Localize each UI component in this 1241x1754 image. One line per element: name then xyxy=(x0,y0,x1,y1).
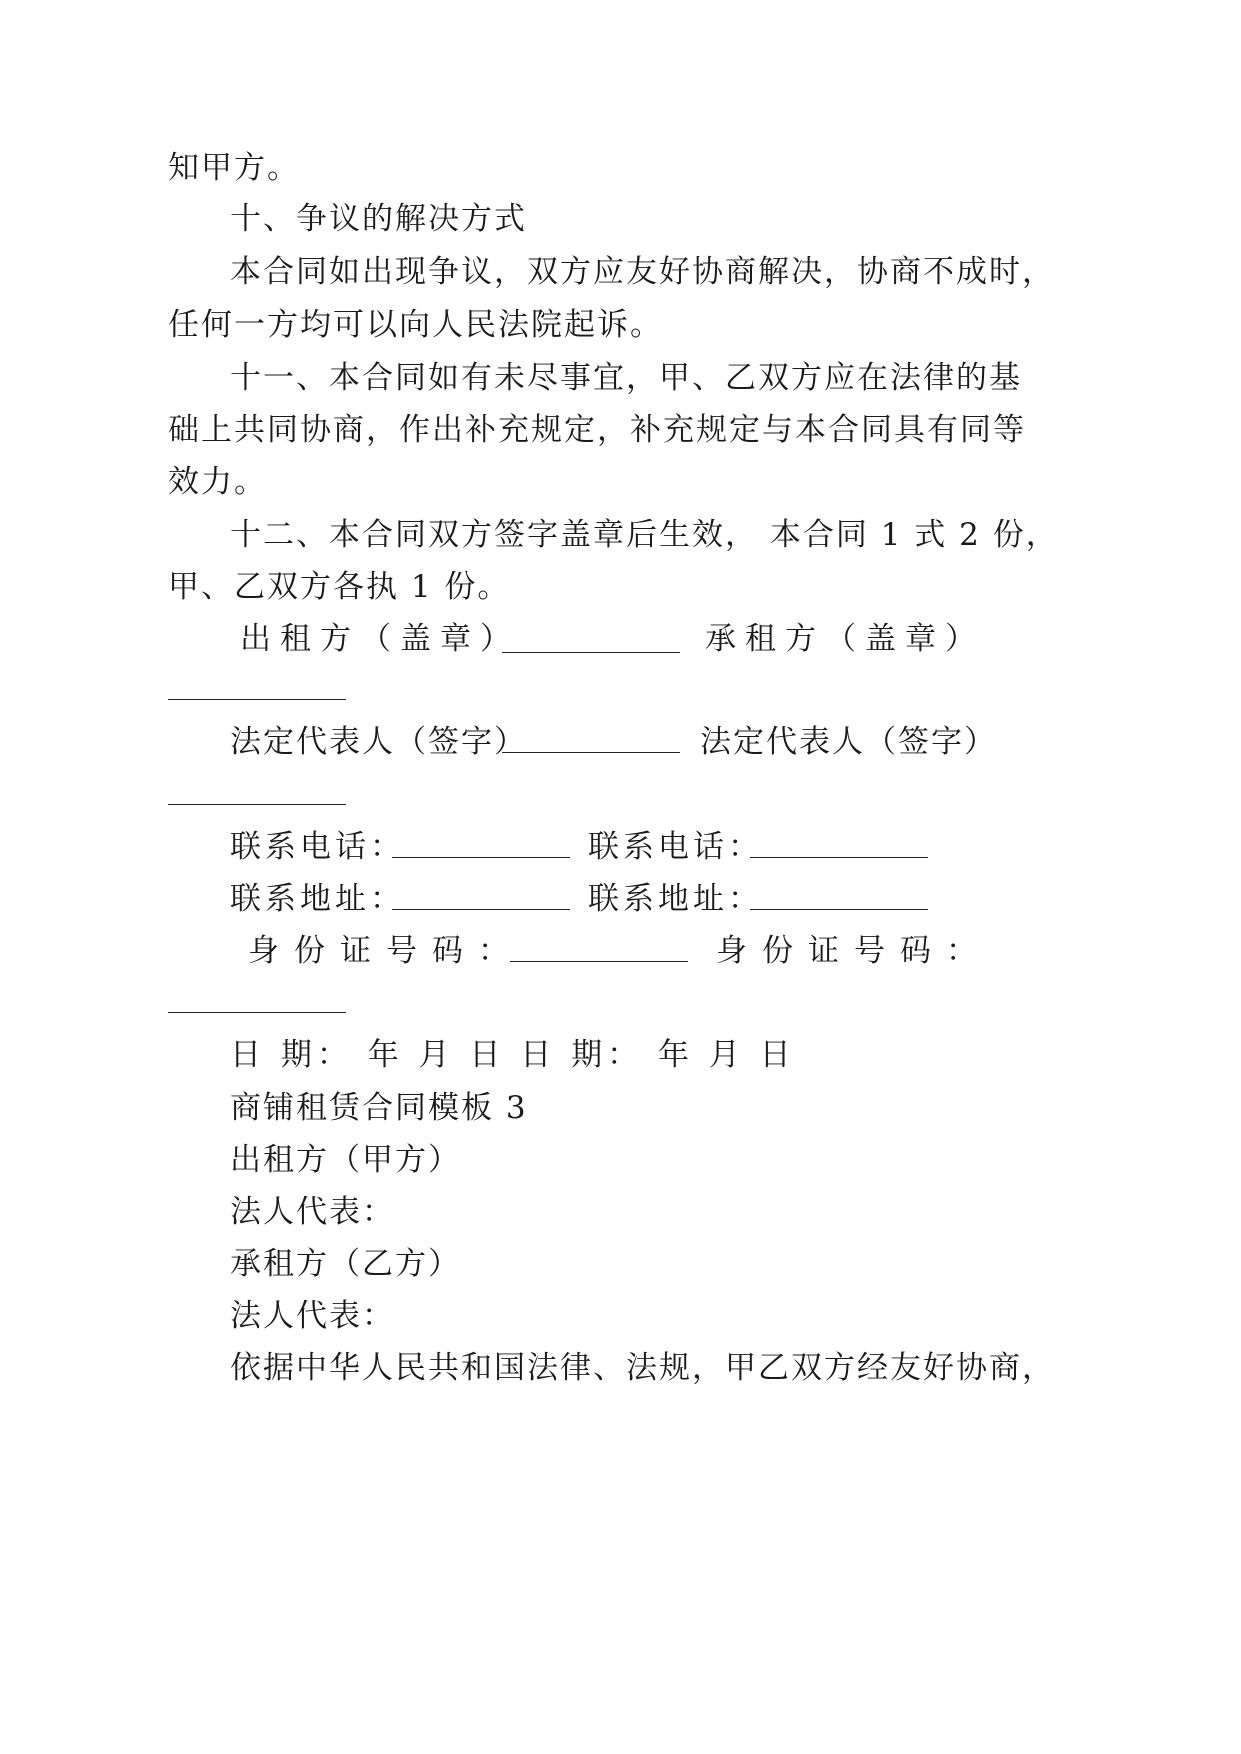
legal-rep-label: 法人代表： xyxy=(230,1298,395,1334)
paragraph-line: 任何一方均可以向人民法院起诉。 xyxy=(168,307,663,343)
address-blank xyxy=(392,909,570,910)
legal-rep-sign-label: 法定代表人（签字） xyxy=(230,724,527,760)
phone-blank xyxy=(392,857,570,858)
lessor-party-a: 出租方（甲方） xyxy=(230,1142,461,1178)
paragraph-line: 本合同如出现争议，双方应友好协商解决，协商不成时， xyxy=(230,254,1055,290)
address-blank xyxy=(750,909,928,910)
paragraph-line: 依据中华人民共和国法律、法规，甲乙双方经友好协商， xyxy=(230,1350,1055,1386)
phone-blank xyxy=(750,857,928,858)
paragraph-line: 十二、本合同双方签字盖章后生效， 本合同 1 式 2 份， xyxy=(230,517,1059,553)
signature-blank xyxy=(168,699,346,700)
section-heading: 十、争议的解决方式 xyxy=(230,201,527,237)
lessor-seal-label: 出租方（盖章） xyxy=(240,621,520,657)
lessee-seal-label: 承租方（盖章） xyxy=(705,621,985,657)
address-label: 联系地址： xyxy=(588,881,763,917)
lessee-party-b: 承租方（乙方） xyxy=(230,1246,461,1282)
signature-blank xyxy=(502,752,680,753)
id-number-label: 身份证号码： xyxy=(716,933,992,969)
paragraph-line: 效力。 xyxy=(168,464,267,500)
template-title: 商铺租赁合同模板 3 xyxy=(230,1090,528,1126)
phone-label: 联系电话： xyxy=(588,829,763,865)
date-row: 日 期： 年 月 日 日 期： 年 月 日 xyxy=(230,1037,796,1073)
paragraph-line: 础上共同协商，作出补充规定，补充规定与本合同具有同等 xyxy=(168,412,1026,448)
paragraph-line: 十一、本合同如有未尽事宜，甲、乙双方应在法律的基 xyxy=(230,360,1022,396)
id-number-blank xyxy=(510,961,688,962)
paragraph-line: 知甲方。 xyxy=(168,150,300,186)
id-number-label: 身份证号码： xyxy=(248,933,524,969)
id-number-blank xyxy=(168,1012,346,1013)
paragraph-line: 甲、乙双方各执 1 份。 xyxy=(168,569,511,605)
signature-blank xyxy=(502,652,680,653)
legal-rep-sign-label: 法定代表人（签字） xyxy=(700,724,997,760)
address-label: 联系地址： xyxy=(230,881,405,917)
signature-blank xyxy=(168,804,346,805)
legal-rep-label: 法人代表： xyxy=(230,1194,395,1230)
phone-label: 联系电话： xyxy=(230,829,405,865)
